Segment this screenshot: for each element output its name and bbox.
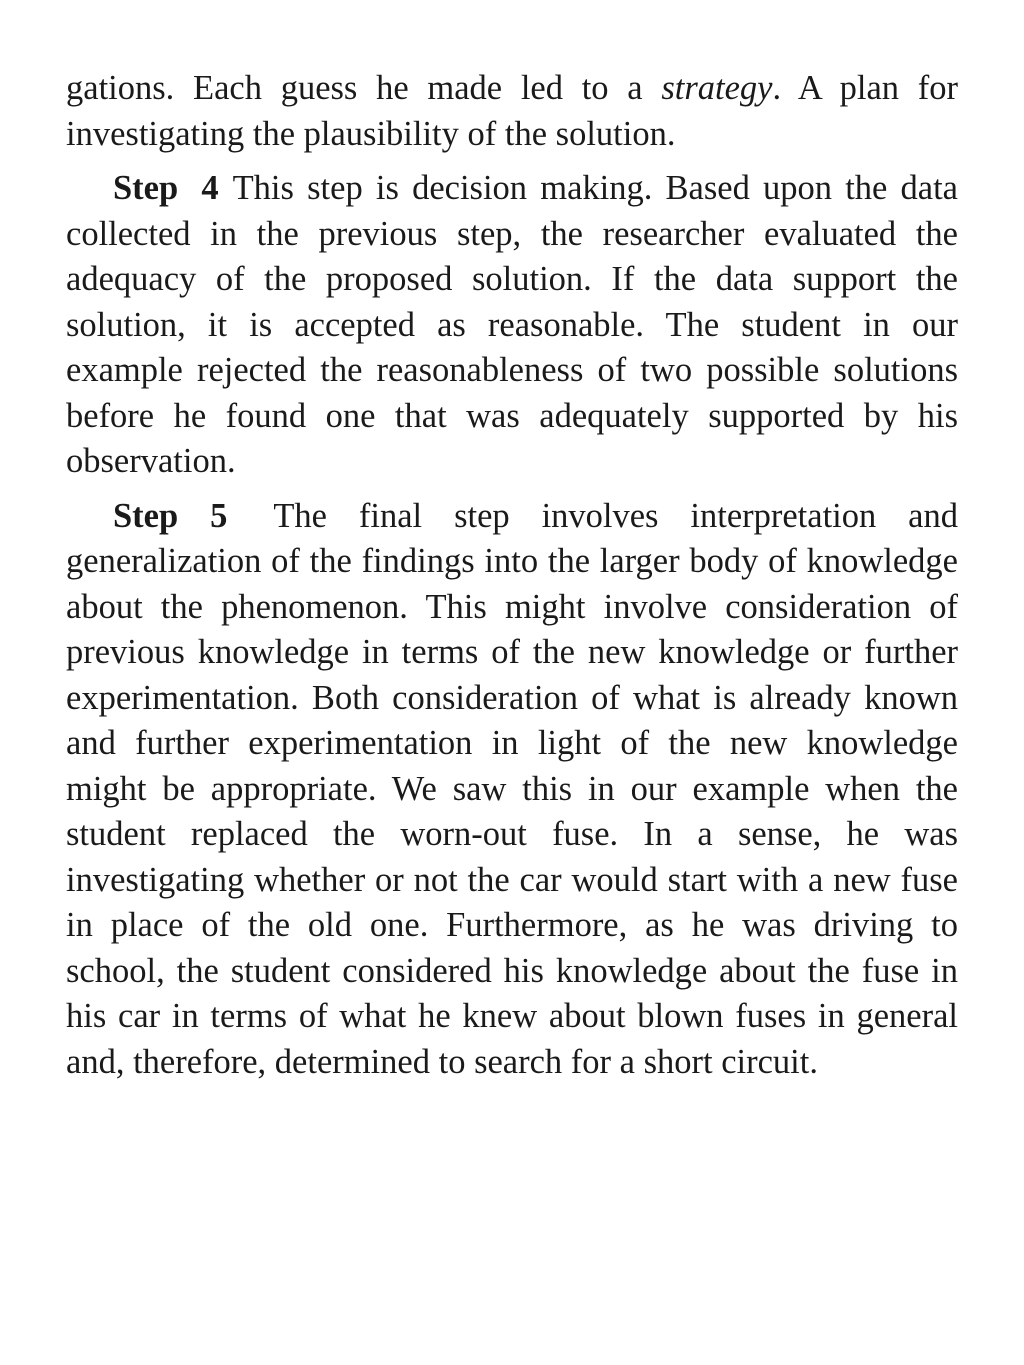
paragraph-text: gations. Each guess he made led to a [66, 69, 662, 107]
emphasis-strategy: strategy [661, 69, 773, 107]
document-page [66, 66, 958, 1094]
step-4-label: Step 4 [113, 169, 219, 207]
step-5-label: Step 5 [113, 496, 228, 535]
paragraph-continuation [66, 66, 958, 157]
paragraph-step-5 [66, 494, 958, 1086]
paragraph-step-4 [66, 166, 958, 485]
step-5-text: The final step involves interpretation and generalization of the findings into the larger body of knowledge about the phenomenon. This might involve consideration of previous knowledge in terms of the new knowledge or further experimentation. Both consideration of what is already known and further experimentation in light of the new knowledge might be appropriate. We saw this in our example when the student replaced the worn-out fuse. In a sense, he was investigating whether or not the car would start with a new fuse in place of the old one. Furthermore, as he was driving to school, the student considered his knowledge about the fuse in his car in terms of what he knew about blown fuses in general and, therefore, determined to search for a short circuit. [66, 496, 958, 1081]
paragraph-text: . A plan for investigating the plausibility of the solution. [66, 69, 959, 153]
step-4-text: This step is decision making. Based upon the data collected in the previous step, the researcher evaluated the adequacy of the proposed solution. If the data support the solution, it is accepted as reasonable. The student in our example rejected the reasonableness of two possible solutions before he found one that was adequately supported by his observation. [66, 169, 958, 480]
